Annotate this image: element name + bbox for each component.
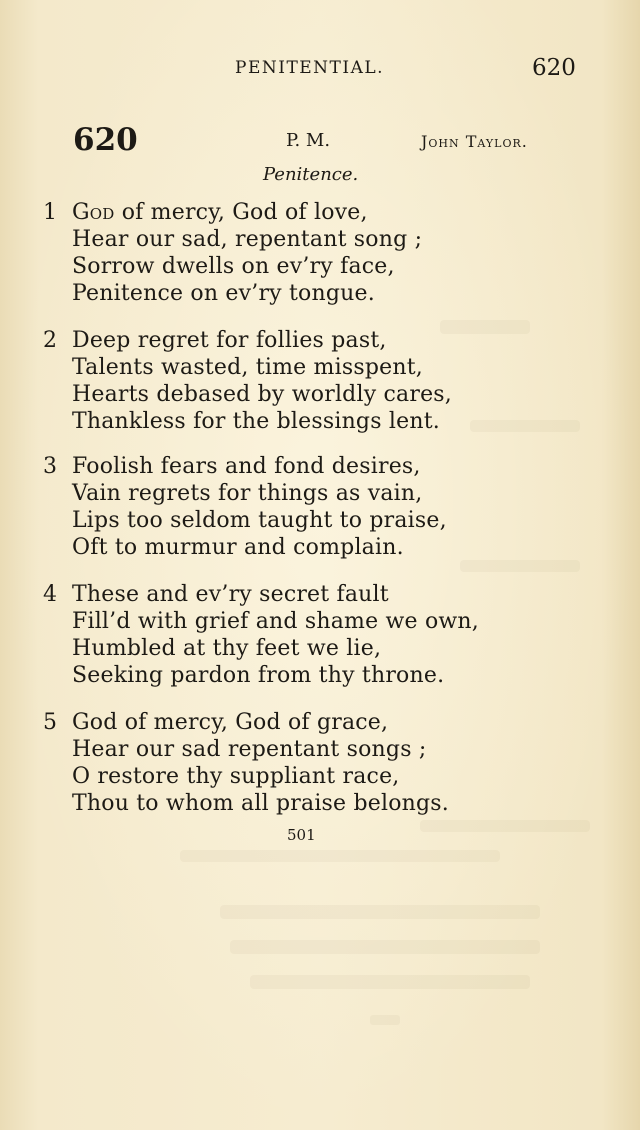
stanza-number: 3 <box>43 454 57 479</box>
verse-line: Foolish fears and fond desires, <box>72 454 421 479</box>
verse-line: Fill’d with grief and shame we own, <box>72 609 479 634</box>
verse-line: Hearts debased by worldly cares, <box>72 382 452 407</box>
stanza-number: 4 <box>43 582 57 607</box>
stanza-number: 2 <box>43 328 57 353</box>
stanza-number: 5 <box>43 710 57 735</box>
verse-line: These and ev’ry secret fault <box>72 582 389 607</box>
verse-line-text: of mercy, God of love, <box>114 200 368 225</box>
hymn-meter: P. M. <box>286 130 331 151</box>
stanza-number: 1 <box>43 200 57 225</box>
verse-line <box>72 200 368 225</box>
verse-line: Deep regret for follies past, <box>72 328 387 353</box>
verse-line: Oft to murmur and complain. <box>72 535 404 560</box>
verse-line: God of mercy, God of grace, <box>72 710 389 735</box>
verse-line: Vain regrets for things as vain, <box>72 481 423 506</box>
verse-line: Lips too seldom taught to praise, <box>72 508 447 533</box>
page-number: 620 <box>532 55 576 81</box>
verse-line: Thankless for the blessings lent. <box>72 409 440 434</box>
hymn-number: 620 <box>73 122 138 158</box>
verse-line: Sorrow dwells on ev’ry face, <box>72 254 395 279</box>
verse-line: Hear our sad repentant songs ; <box>72 737 427 762</box>
running-head: PENITENTIAL. <box>235 58 385 78</box>
folio-number: 501 <box>287 826 316 844</box>
verse-line: Hear our sad, repentant song ; <box>72 227 423 252</box>
hymn-author: John Taylor. <box>421 132 528 151</box>
verse-line: Talents wasted, time misspent, <box>72 355 423 380</box>
verse-line: Thou to whom all praise belongs. <box>72 791 449 816</box>
verse-first-word: God <box>72 200 115 225</box>
verse-line: Humbled at thy feet we lie, <box>72 636 382 661</box>
verse-line: O restore thy suppliant race, <box>72 764 400 789</box>
verse-line: Seeking pardon from thy throne. <box>72 663 445 688</box>
hymn-subject: Penitence. <box>263 164 359 185</box>
verse-line: Penitence on ev’ry tongue. <box>72 281 375 306</box>
